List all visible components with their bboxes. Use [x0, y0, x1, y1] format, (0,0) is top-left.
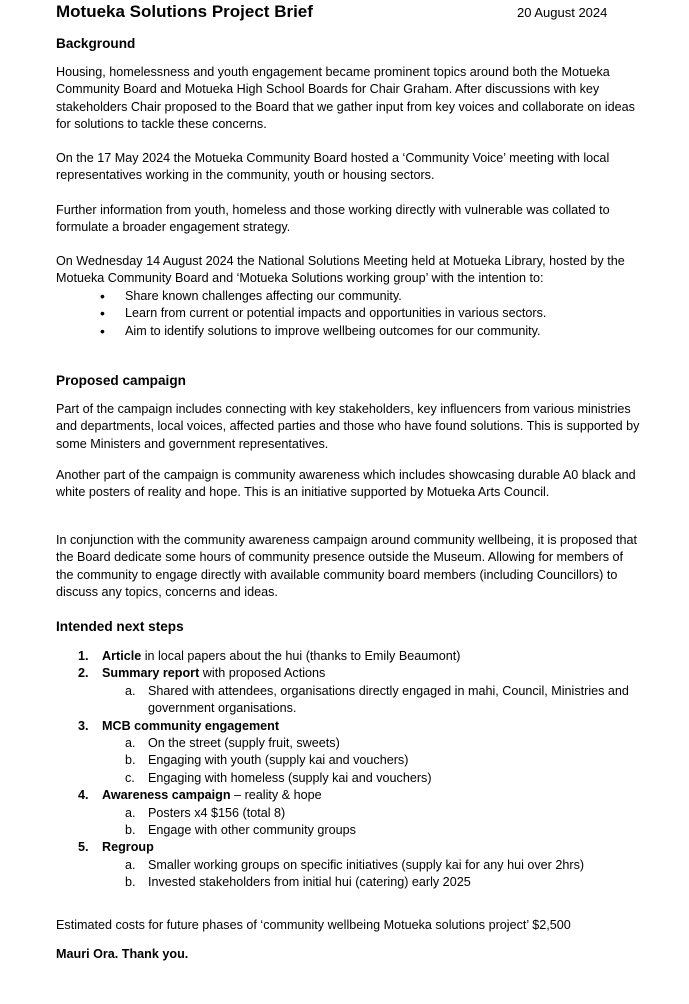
step-title: Article [102, 649, 142, 663]
step-item [78, 718, 638, 788]
substep-text: Smaller working groups on specific initiatives (supply kai for any hui over 2hrs) [148, 857, 585, 872]
substep-text: Engaging with youth (supply kai and vouchers) [148, 753, 409, 768]
substep-item [102, 752, 638, 769]
campaign-paragraph-1: Part of the campaign includes connecting with key stakeholders, key influencers from various ministries and departments, local voices, affected parties and those who have found solutions. This is supported by some Ministers and government representatives. [56, 402, 640, 451]
background-paragraph-1: Housing, homelessness and youth engagement became prominent topics around both the Motueka Community Board and Motueka High School Boards for Chair Graham. After discussions with key stakeholders Chair proposed to the Board that we gather input from key voices and collaborate on ideas for solutions to tackle these concerns. [56, 65, 635, 132]
substep-item [102, 822, 638, 839]
estimated-costs: Estimated costs for future phases of ‘community wellbeing Motueka solutions project’ $2,500 [56, 918, 571, 932]
step-number: 3. [78, 718, 89, 733]
step-item [78, 648, 638, 665]
document-date: 20 August 2024 [517, 5, 608, 20]
background-heading: Background [56, 36, 136, 51]
substep-text: Engaging with homeless (supply kai and vouchers) [148, 770, 432, 785]
substep-item [102, 683, 638, 718]
substep-text: Engage with other community groups [148, 823, 356, 838]
campaign-paragraph-3: In conjunction with the community awareness campaign around community wellbeing, it is proposed that the Board dedicate some hours of community presence outside the Museum. Allowing for members of the community to engage directly with available community board members (including Councillors) to discuss any topics, concerns and ideas. [56, 533, 638, 600]
bullet-item: • Learn from current or potential impacts and opportunities in various sectors. [100, 305, 620, 322]
substep-item [102, 805, 638, 822]
substep-letter: b. [125, 823, 136, 838]
campaign-paragraph-2: Another part of the campaign is community awareness which includes showcasing durable A0 black and white posters of reality and hope. This is an initiative supported by Motueka Arts Council. [56, 468, 636, 500]
step-item [78, 665, 638, 717]
next-steps-list [78, 648, 638, 892]
background-paragraph-4: On Wednesday 14 August 2024 the National Solutions Meeting held at Motueka Library, hosted by the Motueka Community Board and ‘Motueka Solutions working group’ with the intention to: [56, 254, 625, 286]
step-item [78, 839, 638, 891]
step-detail: in local papers about the hui (thanks to Emily Beaumont) [141, 649, 461, 663]
step-number: 2. [78, 666, 89, 681]
substep-list [102, 805, 638, 840]
step-number: 1. [78, 649, 89, 663]
closing-line: Mauri Ora. Thank you. [56, 947, 189, 961]
campaign-heading: Proposed campaign [56, 373, 186, 388]
substep-text: Shared with attendees, organisations directly engaged in mahi, Council, Ministries and government organisations. [148, 683, 629, 716]
step-number: 4. [78, 788, 89, 803]
substep-letter: a. [125, 683, 136, 698]
document-title: Motueka Solutions Project Brief [56, 2, 313, 21]
step-title: MCB community engagement [102, 718, 280, 733]
substep-list [102, 735, 638, 787]
substep-letter: b. [125, 753, 136, 768]
step-title: Awareness campaign [102, 788, 231, 803]
step-title: Regroup [102, 840, 154, 855]
next-steps-heading: Intended next steps [56, 619, 184, 634]
bullet-item: • Aim to identify solutions to improve wellbeing outcomes for our community. [100, 323, 620, 340]
substep-letter: b. [125, 875, 136, 890]
bullet-item: • Share known challenges affecting our community. [100, 288, 620, 305]
background-paragraph-3: Further information from youth, homeless and those working directly with vulnerable was collated to formulate a broader engagement strategy. [56, 203, 610, 235]
substep-text: Posters x4 $156 (total 8) [148, 805, 286, 820]
step-title: Summary report [102, 666, 200, 681]
substep-letter: a. [125, 736, 136, 751]
step-number: 5. [78, 840, 89, 855]
substep-letter: a. [125, 857, 136, 872]
substep-letter: c. [125, 770, 135, 785]
substep-list [102, 857, 638, 892]
substep-text: Invested stakeholders from initial hui (catering) early 2025 [148, 875, 471, 890]
step-detail: with proposed Actions [199, 666, 326, 681]
substep-item [102, 857, 638, 874]
substep-text: On the street (supply fruit, sweets) [148, 736, 340, 751]
substep-item [102, 874, 638, 891]
substep-item [102, 770, 638, 787]
step-detail: – reality & hope [230, 788, 322, 803]
substep-letter: a. [125, 805, 136, 820]
substep-list [102, 683, 638, 718]
substep-item [102, 735, 638, 752]
intention-bullet-list [100, 288, 620, 340]
background-paragraph-2: On the 17 May 2024 the Motueka Community Board hosted a ‘Community Voice’ meeting with local representatives working in the community, youth or housing sectors. [56, 151, 610, 183]
step-item [78, 787, 638, 839]
